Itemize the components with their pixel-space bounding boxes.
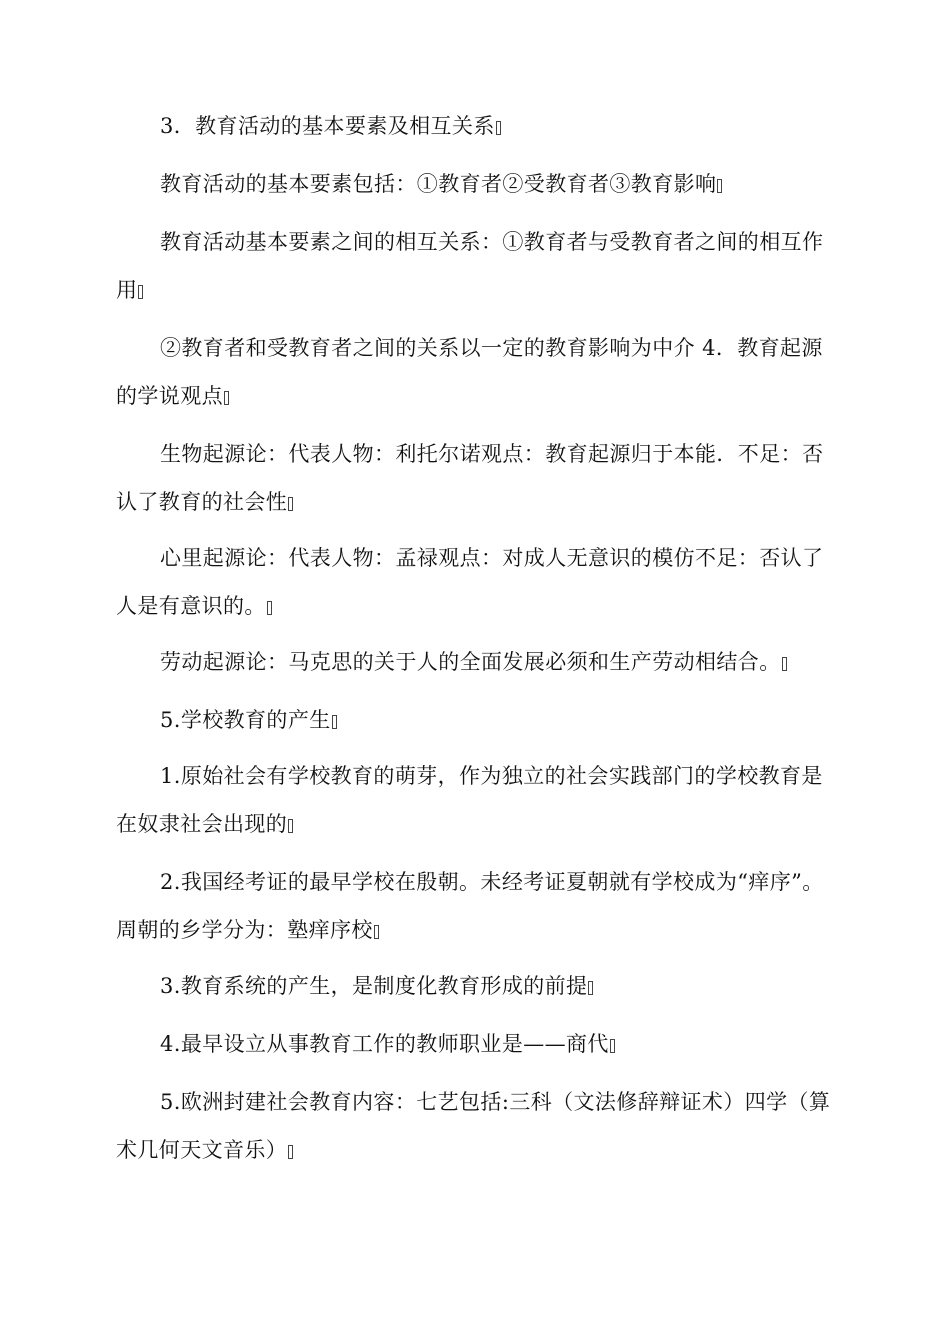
paragraph-item-3: 3.教育系统的产生，是制度化教育形成的前提 (116, 962, 836, 1010)
paragraph-mediation-and-origin: ②教育者和受教育者之间的关系以一定的教育影响为中介 4．教育起源的学说观点 (116, 336, 823, 408)
paragraph-basic-elements: 教育活动的基本要素包括：①教育者②受教育者③教育影响 (116, 160, 836, 208)
paragraph-item-1: 1.原始社会有学校教育的萌芽，作为独立的社会实践部门的学校教育是在奴隶社会出现的 (116, 764, 823, 836)
paragraph-psychological-origin: 心里起源论：代表人物：孟禄观点：对成人无意识的模仿不足：否认了人是有意识的。 (116, 546, 824, 618)
paragraph-item-4: 4.最早设立从事教育工作的教师职业是——商代 (116, 1020, 836, 1068)
paragraph-mark-icon (610, 1039, 615, 1053)
paragraph-biological-origin: 生物起源论：代表人物：利托尔诺观点：教育起源归于本能．不足：否认了教育的社会性 (116, 442, 824, 514)
paragraph-mark-icon (288, 1145, 293, 1159)
paragraph-mark-icon (288, 819, 293, 833)
paragraph-mark-icon (332, 715, 337, 729)
paragraph-mark-icon (717, 179, 722, 193)
paragraph-mark-icon (138, 285, 143, 299)
paragraph-section-3-heading: 3．教育活动的基本要素及相互关系 (116, 102, 836, 150)
paragraph-mark-icon (224, 391, 229, 405)
paragraph-mark-icon (782, 657, 787, 671)
paragraph-labor-origin: 劳动起源论：马克思的关于人的全面发展必须和生产劳动相结合。 (116, 638, 836, 686)
paragraph-mark-icon (267, 601, 272, 615)
paragraph-section-5-heading: 5.学校教育的产生 (116, 696, 836, 744)
paragraph-mark-icon (374, 925, 379, 939)
paragraph-mark-icon (588, 981, 593, 995)
paragraph-mark-icon (288, 497, 293, 511)
paragraph-mark-icon (496, 121, 501, 135)
paragraph-item-2: 2.我国经考证的最早学校在殷朝。未经考证夏朝就有学校成为“痒序”。周朝的乡学分为：塾痒序校 (116, 870, 824, 942)
paragraph-item-5: 5.欧洲封建社会教育内容：七艺包括:三科（文法修辞辩证术）四学（算术几何天文音乐） (116, 1090, 831, 1162)
paragraph-element-relations: 教育活动基本要素之间的相互关系：①教育者与受教育者之间的相互作用 (116, 230, 824, 302)
